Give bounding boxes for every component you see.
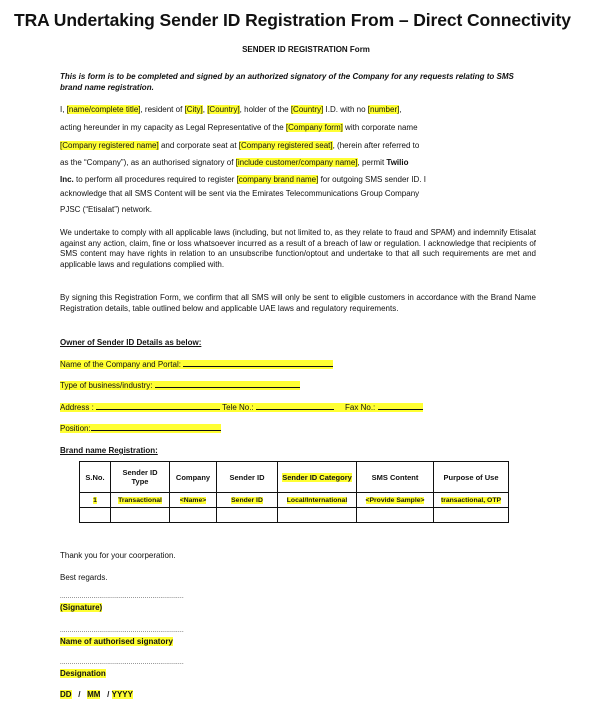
p1-line-3: [Company registered name] and corporate seat at [Company registered seat], (herein after referred to bbox=[60, 141, 420, 150]
table-row bbox=[80, 508, 509, 523]
p1-line-2: acting hereunder in my capacity as Legal Representative of the [Company form] with corporate name bbox=[60, 123, 418, 132]
header-company: Company bbox=[170, 462, 217, 493]
empty-cell[interactable] bbox=[80, 508, 111, 523]
position-row: Position: bbox=[60, 422, 221, 433]
signatory-label: Name of authorised signatory bbox=[60, 637, 173, 646]
tele-input[interactable] bbox=[256, 401, 334, 410]
date-field[interactable]: DD / MM / YYYY bbox=[60, 690, 133, 699]
cell-type[interactable]: Transactional bbox=[111, 493, 170, 508]
cell-sender-id[interactable]: Sender ID bbox=[217, 493, 278, 508]
id-number-field[interactable]: [number] bbox=[367, 105, 400, 114]
company-form-field[interactable]: [Company form] bbox=[285, 123, 343, 132]
company-name-field[interactable]: [Company registered name] bbox=[60, 141, 159, 150]
fax-input[interactable] bbox=[378, 401, 423, 410]
p1-line-5: Inc. to perform all procedures required to register [company brand name] for outgoing SMS sender ID. I bbox=[60, 175, 426, 184]
p1-line-6: acknowledge that all SMS Content will be sent via the Emirates Telecommunications Group Company bbox=[60, 189, 420, 198]
position-input[interactable] bbox=[91, 422, 221, 431]
designation-line[interactable]: ............................................................... bbox=[60, 660, 184, 666]
designation-label: Designation bbox=[60, 669, 106, 678]
compliance-paragraph: We undertake to comply with all applicable laws (including, but not limited to, as they relate to fraud and SPAM) and indemnify Etisalat against any action, claim, fine or loss whatsoever incurred as a result of a breach of law or regulation. I acknowledge that recipients of SMS content may have rights in relation to an unsubscribe function/optout and undertake to that all such requirements are met and applicable laws and regulations complied with. bbox=[60, 228, 536, 269]
id-country-field[interactable]: [Country] bbox=[290, 105, 324, 114]
document-title: TRA Undertaking Sender ID Registration From – Direct Connectivity bbox=[14, 10, 571, 30]
owner-heading: Owner of Sender ID Details as below: bbox=[60, 338, 202, 347]
business-input[interactable] bbox=[155, 379, 300, 388]
cell-purpose[interactable]: transactional, OTP bbox=[434, 493, 509, 508]
address-row: Address : Tele No.: Fax No.: bbox=[60, 401, 423, 412]
thanks-text: Thank you for your coorperation. bbox=[60, 551, 176, 560]
brand-registration-table bbox=[79, 461, 509, 523]
header-sno: S.No. bbox=[80, 462, 111, 493]
header-sender-id: Sender ID bbox=[217, 462, 278, 493]
p1-line-4: as the “Company”), as an authorised signatory of [include customer/company name], permit Twilio bbox=[60, 158, 409, 167]
business-row: Type of business/industry: bbox=[60, 379, 300, 390]
company-seat-field[interactable]: [Company registered seat] bbox=[238, 141, 333, 150]
signatory-line[interactable]: ............................................................... bbox=[60, 628, 184, 634]
empty-cell[interactable] bbox=[217, 508, 278, 523]
cell-sms-content[interactable]: <Provide Sample> bbox=[357, 493, 434, 508]
country-field[interactable]: [Country] bbox=[207, 105, 240, 114]
cell-category[interactable]: Local/International bbox=[278, 493, 357, 508]
cell-company[interactable]: <Name> bbox=[170, 493, 217, 508]
address-input[interactable] bbox=[96, 401, 220, 410]
brand-name-field[interactable]: [company brand name] bbox=[236, 175, 319, 184]
signature-line[interactable]: ............................................................... bbox=[60, 594, 184, 600]
form-subtitle: SENDER ID REGISTRATION Form bbox=[242, 45, 370, 54]
table-header-row bbox=[80, 462, 509, 493]
intro-instructions: This is form is to be completed and signed by an authorized signatory of the Company for any requests relating to SMS brand name registration. bbox=[60, 72, 514, 92]
header-purpose: Purpose of Use bbox=[434, 462, 509, 493]
empty-cell[interactable] bbox=[434, 508, 509, 523]
p1-line-7: PJSC (“Etisalat”) network. bbox=[60, 205, 153, 214]
p1-line-1: I, [name/complete title], resident of [City], [Country], holder of the [Country] I.D. with no [number], bbox=[60, 105, 402, 114]
header-category: Sender ID Category bbox=[278, 462, 357, 493]
city-field[interactable]: [City] bbox=[184, 105, 203, 114]
table-row bbox=[80, 493, 509, 508]
name-field[interactable]: [name/complete title] bbox=[66, 105, 141, 114]
header-type: Sender ID Type bbox=[111, 462, 170, 493]
empty-cell[interactable] bbox=[278, 508, 357, 523]
brand-heading: Brand name Registration: bbox=[60, 446, 158, 455]
regards-text: Best regards. bbox=[60, 573, 108, 582]
confirmation-paragraph: By signing this Registration Form, we confirm that all SMS will only be sent to eligible customers in accordance with the Brand Name Registration details, table outlined below and applicable UAE laws and regulatory requirements. bbox=[60, 293, 536, 313]
customer-name-field[interactable]: [include customer/company name] bbox=[235, 158, 358, 167]
company-portal-input[interactable] bbox=[183, 358, 333, 367]
empty-cell[interactable] bbox=[357, 508, 434, 523]
empty-cell[interactable] bbox=[111, 508, 170, 523]
header-sms-content: SMS Content bbox=[357, 462, 434, 493]
empty-cell[interactable] bbox=[170, 508, 217, 523]
company-portal-row: Name of the Company and Portal: bbox=[60, 358, 333, 369]
signature-label: (Signature) bbox=[60, 603, 103, 612]
cell-sno[interactable]: 1 bbox=[80, 493, 111, 508]
